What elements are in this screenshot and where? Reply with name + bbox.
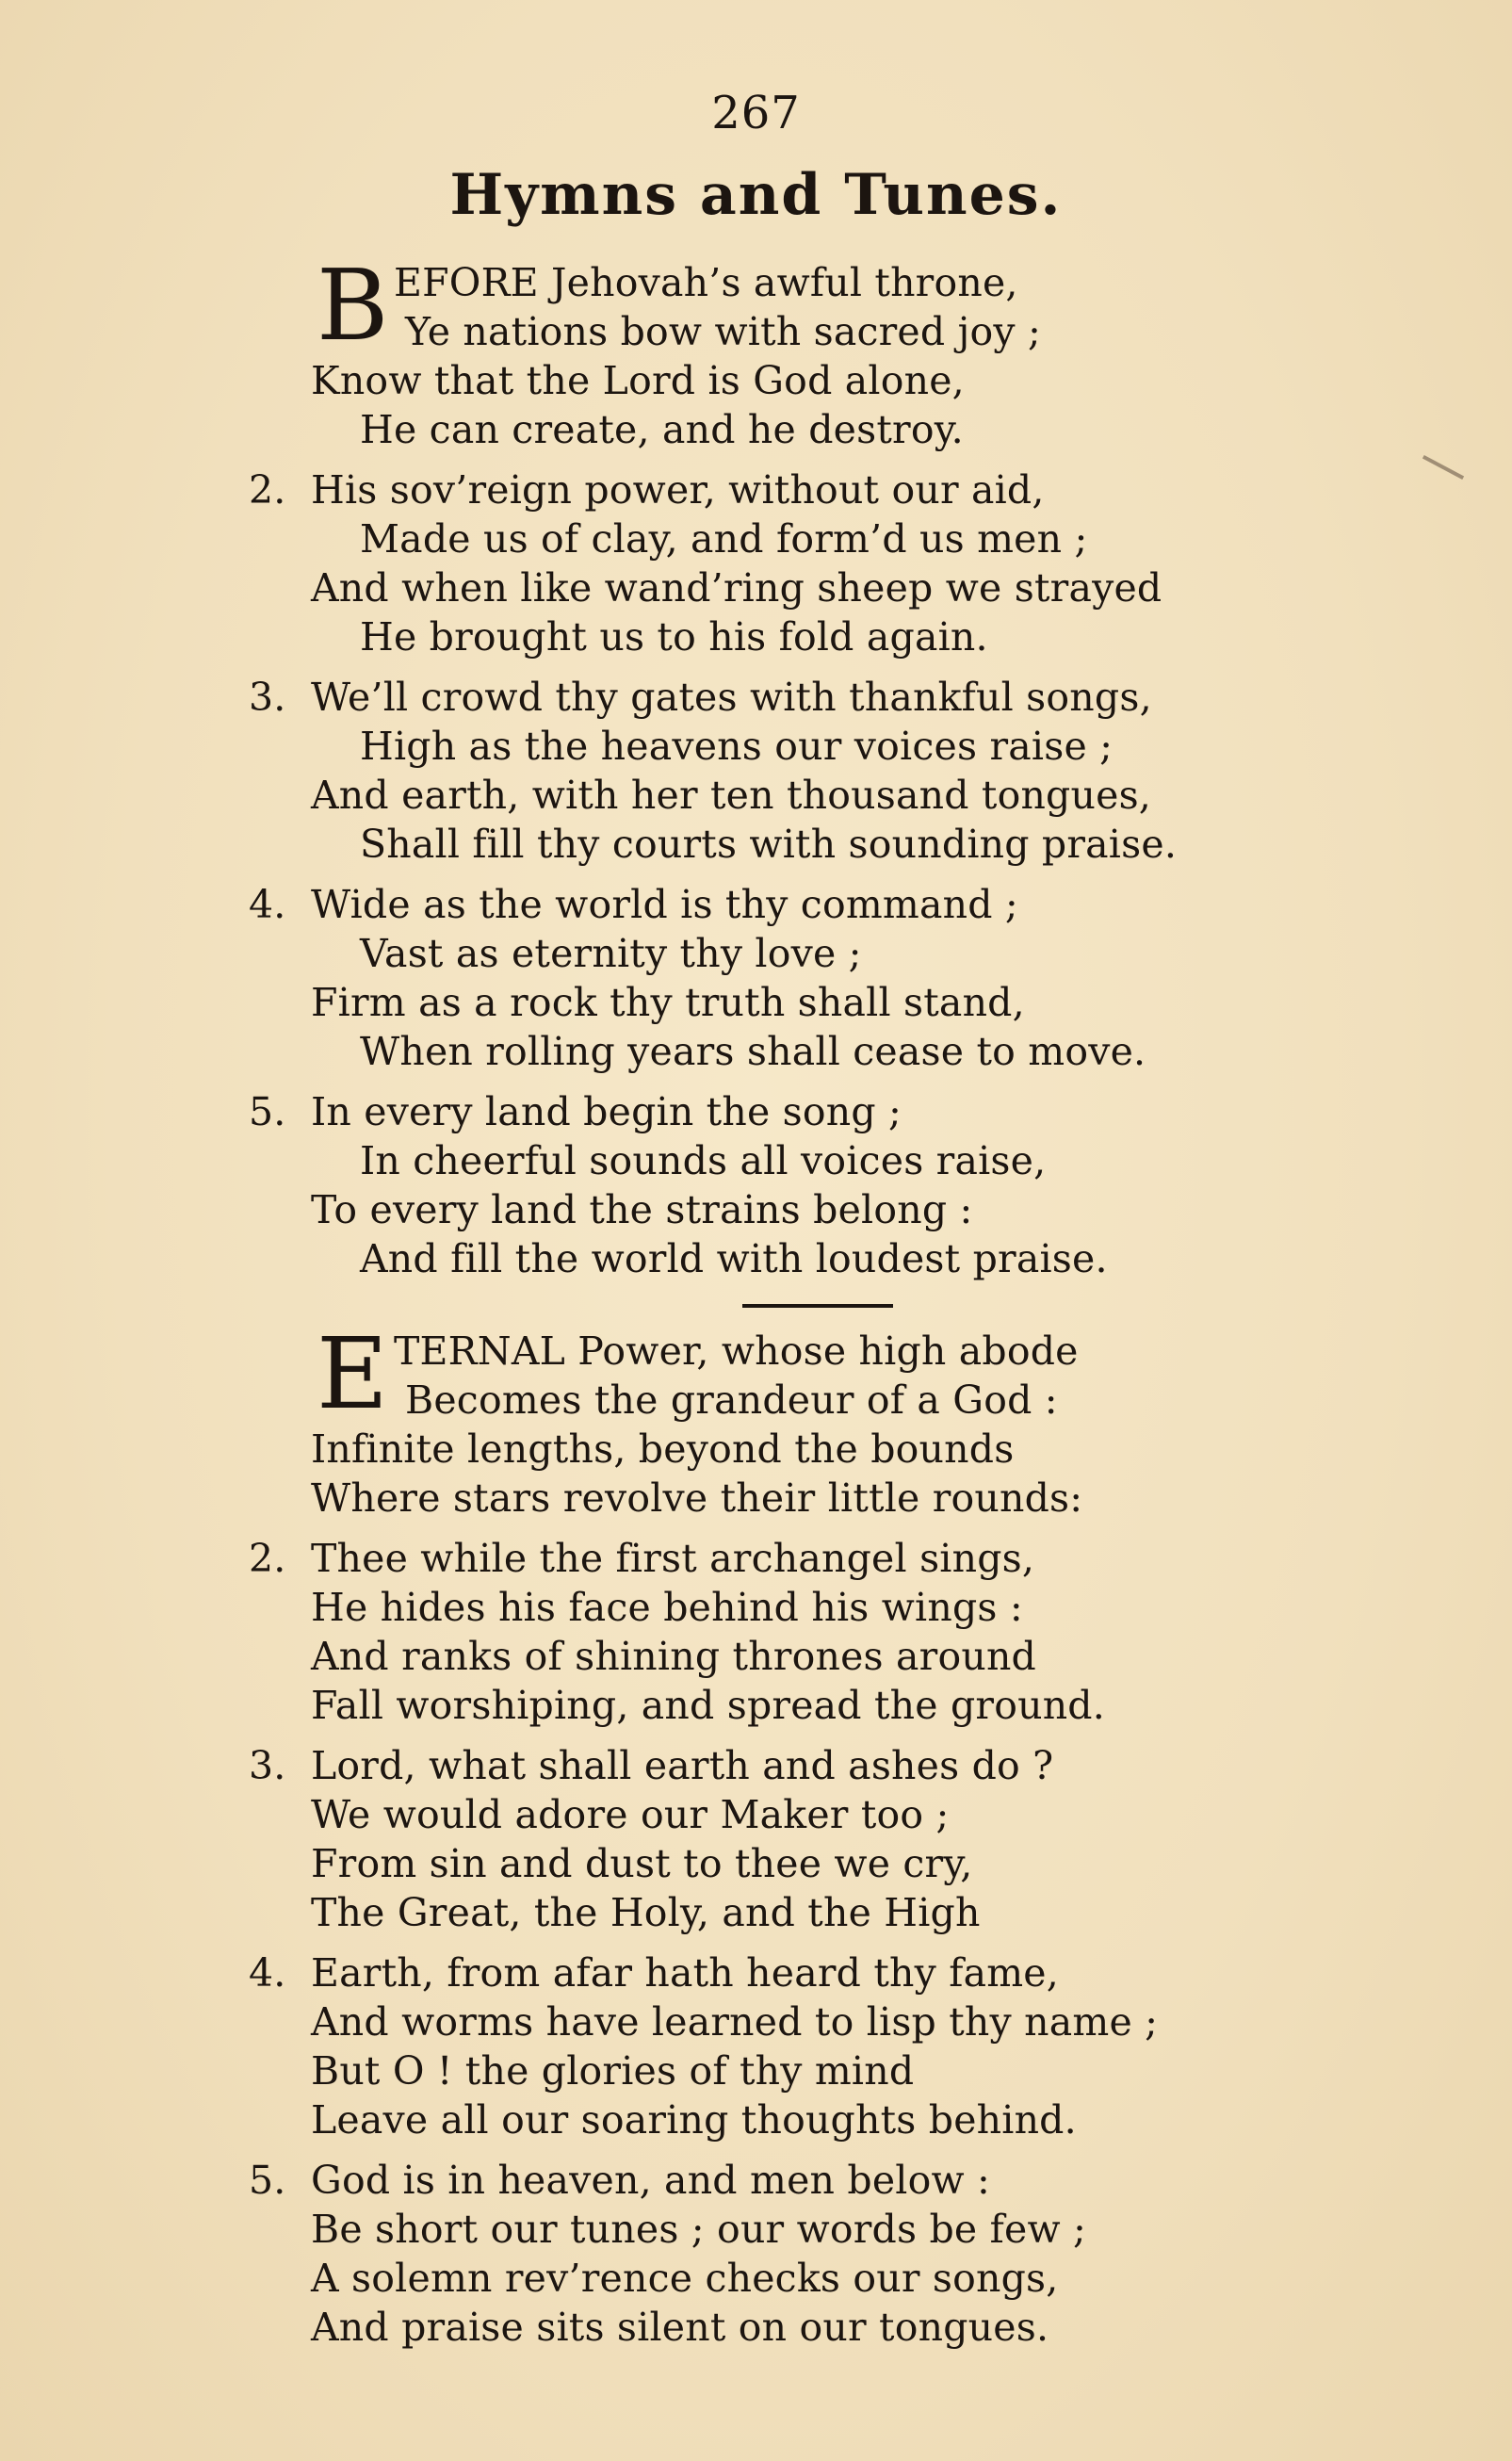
hymn-divider — [742, 1304, 893, 1308]
stanza-number: 5. — [249, 1089, 286, 1134]
stanza — [243, 1741, 1298, 1937]
verse-line — [243, 1839, 1298, 1888]
stanza-number: 2. — [249, 467, 286, 513]
line-text: Vast as eternity thy love ; — [360, 931, 862, 976]
verse-line — [243, 563, 1298, 612]
verse-line — [243, 1474, 1298, 1523]
stanza-number: 3. — [249, 675, 286, 720]
line-text: Earth, from afar hath heard thy fame, — [311, 1950, 1060, 1996]
verse-line — [243, 1087, 1298, 1136]
stanza-number: 3. — [249, 1743, 286, 1788]
verse-line — [243, 258, 1298, 307]
verse-line — [243, 771, 1298, 820]
verse-line — [243, 1948, 1298, 1997]
hymn-1 — [243, 248, 1298, 1283]
line-text: Thee while the first archangel sings, — [311, 1536, 1035, 1581]
verse-line — [243, 1027, 1298, 1076]
hymn-content — [243, 248, 1298, 2363]
line-text: But O ! the glories of thy mind — [311, 2048, 915, 2094]
running-head: Hymns and Tunes. — [449, 162, 1063, 228]
stanza — [243, 1948, 1298, 2144]
line-text: God is in heaven, and men below : — [311, 2158, 991, 2203]
margin-mark — [1423, 455, 1464, 480]
verse-line — [243, 356, 1298, 405]
line-text: When rolling years shall cease to move. — [360, 1029, 1146, 1074]
line-text: And ranks of shining thrones around — [311, 1634, 1037, 1679]
verse-line — [243, 307, 1298, 356]
line-text: Leave all our soaring thoughts behind. — [311, 2097, 1077, 2143]
stanza — [243, 465, 1298, 661]
line-text: Becomes the grandeur of a God : — [405, 1377, 1058, 1423]
verse-line — [243, 1327, 1298, 1376]
verse-line — [243, 1425, 1298, 1474]
stanza-number: 4. — [249, 1950, 286, 1996]
line-text: His sov’reign power, without our aid, — [311, 467, 1045, 513]
verse-line — [243, 2303, 1298, 2352]
verse-line — [243, 1234, 1298, 1283]
verse-line — [243, 2046, 1298, 2095]
stanza — [243, 1087, 1298, 1283]
stanza — [243, 248, 1298, 454]
line-text: And worms have learned to lisp thy name ; — [311, 1999, 1159, 2045]
verse-line — [243, 465, 1298, 514]
verse-line — [243, 1136, 1298, 1185]
line-text: A solemn rev’rence checks our songs, — [311, 2256, 1059, 2301]
drop-cap: B — [317, 248, 389, 363]
line-text: Shall fill thy courts with sounding praise. — [360, 822, 1178, 867]
line-text: And fill the world with loudest praise. — [360, 1236, 1108, 1281]
verse-line — [243, 1997, 1298, 2046]
line-text: Made us of clay, and form’d us men ; — [360, 516, 1088, 562]
line-text: Firm as a rock thy truth shall stand, — [311, 980, 1025, 1025]
line-text: And praise sits silent on our tongues. — [311, 2305, 1049, 2350]
stanza-number: 5. — [249, 2158, 286, 2203]
line-text: And when like wand’ring sheep we strayed — [311, 565, 1162, 611]
hymn-2 — [243, 1316, 1298, 2352]
line-text: Infinite lengths, beyond the bounds — [311, 1426, 1015, 1472]
verse-line — [243, 978, 1298, 1027]
line-text: Lord, what shall earth and ashes do ? — [311, 1743, 1054, 1788]
verse-line — [243, 514, 1298, 563]
stanza-number: 2. — [249, 1536, 286, 1581]
stanza — [243, 673, 1298, 869]
verse-line — [243, 929, 1298, 978]
line-text: He can create, and he destroy. — [360, 407, 964, 452]
line-text: EFORE Jehovah’s awful throne, — [394, 260, 1018, 305]
line-text: To every land the strains belong : — [311, 1187, 973, 1232]
page-number: 267 — [711, 87, 801, 139]
verse-line — [243, 1888, 1298, 1937]
stanza-number: 4. — [249, 882, 286, 927]
line-text: Fall worshiping, and spread the ground. — [311, 1683, 1105, 1728]
line-text: Wide as the world is thy command ; — [311, 882, 1018, 927]
line-text: Ye nations bow with sacred joy ; — [405, 309, 1041, 354]
line-text: We would adore our Maker too ; — [311, 1792, 950, 1837]
line-text: High as the heavens our voices raise ; — [360, 724, 1114, 769]
line-text: He brought us to his fold again. — [360, 614, 988, 660]
verse-line — [243, 612, 1298, 661]
verse-line — [243, 1741, 1298, 1790]
line-text: Be short our tunes ; our words be few ; — [311, 2207, 1086, 2252]
drop-cap: E — [317, 1316, 388, 1431]
line-text: From sin and dust to thee we cry, — [311, 1841, 973, 1886]
line-text: The Great, the Holy, and the High — [311, 1890, 981, 1935]
verse-line — [243, 1790, 1298, 1839]
line-text: Where stars revolve their little rounds: — [311, 1475, 1083, 1521]
verse-line — [243, 820, 1298, 869]
verse-line — [243, 1632, 1298, 1681]
verse-line — [243, 1376, 1298, 1425]
verse-line — [243, 880, 1298, 929]
line-text: And earth, with her ten thousand tongues, — [311, 773, 1152, 818]
verse-line — [243, 2254, 1298, 2303]
verse-line — [243, 1583, 1298, 1632]
line-text: TERNAL Power, whose high abode — [394, 1328, 1079, 1374]
stanza — [243, 1534, 1298, 1730]
verse-line — [243, 1681, 1298, 1730]
verse-line — [243, 673, 1298, 722]
line-text: He hides his face behind his wings : — [311, 1585, 1023, 1630]
verse-line — [243, 405, 1298, 454]
verse-line — [243, 1534, 1298, 1583]
line-text: In every land begin the song ; — [311, 1089, 902, 1134]
stanza — [243, 1316, 1298, 1523]
verse-line — [243, 2095, 1298, 2144]
line-text: In cheerful sounds all voices raise, — [360, 1138, 1047, 1183]
verse-line — [243, 722, 1298, 771]
stanza — [243, 2156, 1298, 2352]
line-text: We’ll crowd thy gates with thankful songs, — [311, 675, 1152, 720]
verse-line — [243, 2156, 1298, 2205]
line-text: Know that the Lord is God alone, — [311, 358, 965, 403]
verse-line — [243, 2205, 1298, 2254]
stanza — [243, 880, 1298, 1076]
verse-line — [243, 1185, 1298, 1234]
